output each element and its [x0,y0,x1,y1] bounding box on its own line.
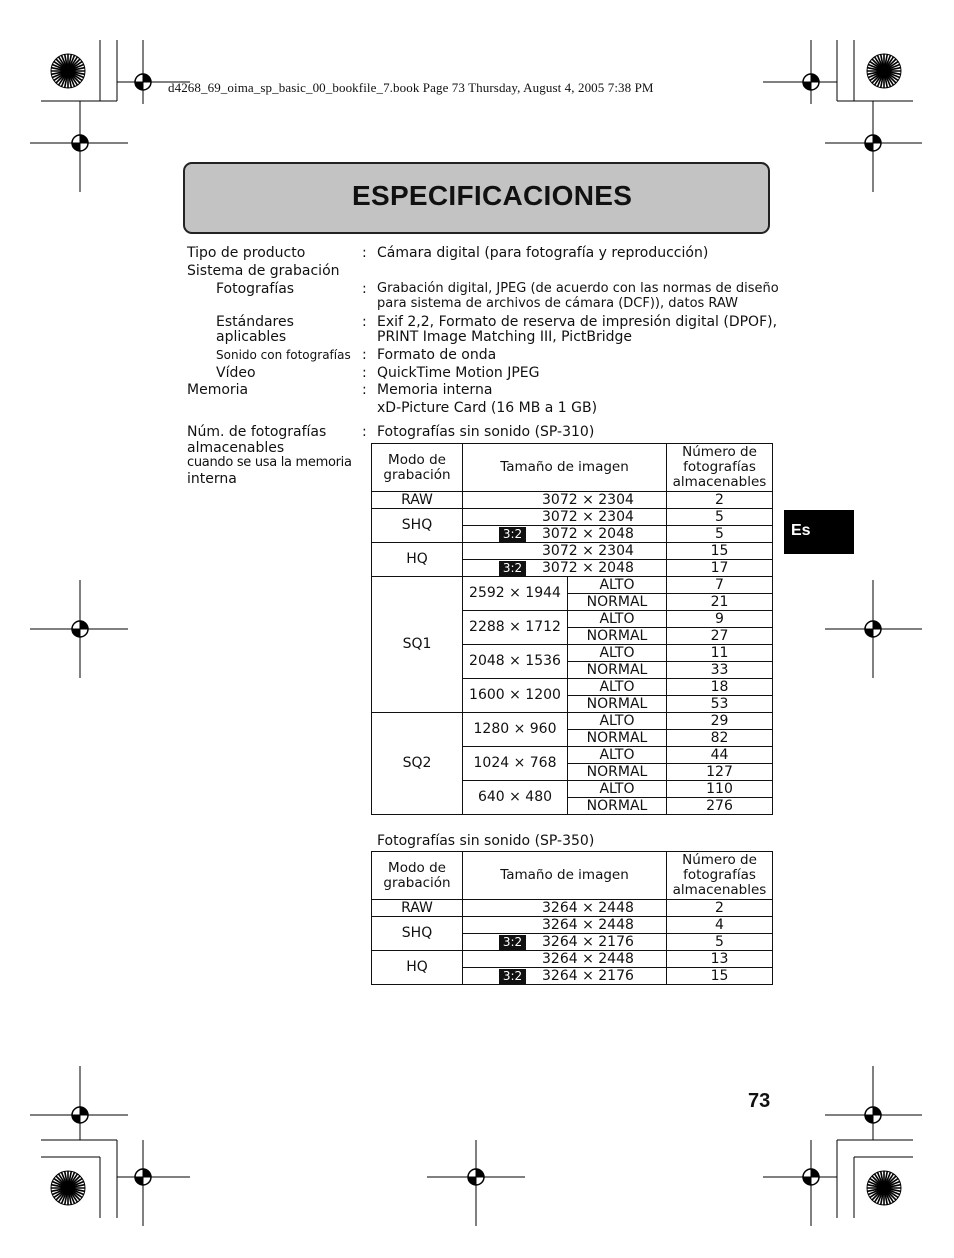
estandares-value-1: Exif 2,2, Formato de reserva de impresión digital (DPOF), [377,314,778,330]
estandares-label-1: Estándares [216,314,294,330]
memoria-value-1: Memoria interna [377,382,493,398]
size-cell: 640 × 480 [463,781,568,815]
title-banner [183,162,770,234]
count-cell: 18 [667,679,773,696]
table-row [372,509,773,526]
mode-cell: SHQ [372,509,463,543]
count-cell: 9 [667,611,773,628]
count-cell: 17 [667,560,773,577]
size-cell: 2592 × 1944 [463,577,568,611]
header-size: Tamaño de imagen [463,852,667,900]
quality-cell: NORMAL [568,628,667,645]
mode-cell: SQ2 [372,713,463,815]
num-label-3: cuando se usa la memoria [187,455,352,470]
size-cell: 1600 × 1200 [463,679,568,713]
count-cell: 33 [667,662,773,679]
count-cell: 2 [667,492,773,509]
num-value: Fotografías sin sonido (SP-310) [377,424,595,440]
sonido-label: Sonido con fotografías [216,348,351,362]
quality-cell: ALTO [568,747,667,764]
count-cell: 53 [667,696,773,713]
size-cell: 3:2 3264 × 2176 [463,934,667,951]
table-row [372,900,773,917]
table2-caption: Fotografías sin sonido (SP-350) [377,833,595,849]
size-cell: 2048 × 1536 [463,645,568,679]
size-cell: 3072 × 2304 [463,509,667,526]
num-label-4: interna [187,471,237,487]
count-cell: 2 [667,900,773,917]
table-row [372,713,773,730]
quality-cell: ALTO [568,781,667,798]
fotografias-value-2: para sistema de archivos de cámara (DCF)), datos RAW [377,296,738,311]
quality-cell: ALTO [568,679,667,696]
print-header-line: d4268_69_oima_sp_basic_00_bookfile_7.book Page 73 Thursday, August 4, 2005 7:38 PM [168,80,654,95]
language-tab-label: Es [791,522,811,539]
ratio-badge: 3:2 [499,935,526,950]
num-label-1: Núm. de fotografías [187,424,327,440]
quality-cell: NORMAL [568,696,667,713]
storage-table-sp350 [371,851,773,985]
tipo-value: Cámara digital (para fotografía y reproducción) [377,245,709,261]
quality-cell: ALTO [568,611,667,628]
table-row [372,492,773,509]
table-row [372,577,773,594]
count-cell: 5 [667,526,773,543]
header-mode: Modo de grabación [372,852,463,900]
table-row [372,543,773,560]
page-number: 73 [748,1090,771,1112]
memoria-label: Memoria [187,382,249,398]
count-cell: 21 [667,594,773,611]
table-row [372,917,773,934]
colon: : [362,382,367,398]
size-cell: 3264 × 2448 [463,917,667,934]
size-cell: 3264 × 2448 [463,900,667,917]
quality-cell: ALTO [568,713,667,730]
mode-cell: HQ [372,543,463,577]
sonido-value: Formato de onda [377,347,497,363]
num-label-2: almacenables [187,440,285,456]
mode-cell: HQ [372,951,463,985]
size-cell: 1280 × 960 [463,713,568,747]
memoria-value-2: xD-Picture Card (16 MB a 1 GB) [377,400,598,416]
count-cell: 29 [667,713,773,730]
colon: : [362,347,367,363]
quality-cell: NORMAL [568,798,667,815]
header-mode: Modo de grabación [372,444,463,492]
size-cell: 2288 × 1712 [463,611,568,645]
colon: : [362,245,367,261]
video-value: QuickTime Motion JPEG [377,365,540,381]
count-cell: 5 [667,509,773,526]
count-cell: 13 [667,951,773,968]
count-cell: 127 [667,764,773,781]
quality-cell: NORMAL [568,594,667,611]
size-cell: 3:2 3072 × 2048 [463,526,667,543]
mode-cell: SQ1 [372,577,463,713]
count-cell: 82 [667,730,773,747]
mode-cell: RAW [372,900,463,917]
size-cell: 1024 × 768 [463,747,568,781]
size-cell: 3072 × 2304 [463,492,667,509]
count-cell: 15 [667,543,773,560]
tipo-label: Tipo de producto [187,245,306,261]
estandares-label-2: aplicables [216,329,287,345]
quality-cell: ALTO [568,645,667,662]
size-cell: 3072 × 2304 [463,543,667,560]
fotografias-value-1: Grabación digital, JPEG (de acuerdo con las normas de diseño [377,281,779,296]
size-cell: 3264 × 2448 [463,951,667,968]
header-count: Número de fotografías almacenables [667,852,773,900]
count-cell: 7 [667,577,773,594]
colon: : [362,314,367,330]
count-cell: 44 [667,747,773,764]
ratio-badge: 3:2 [499,969,526,984]
count-cell: 15 [667,968,773,985]
count-cell: 5 [667,934,773,951]
size-cell: 3:2 3264 × 2176 [463,968,667,985]
count-cell: 27 [667,628,773,645]
quality-cell: NORMAL [568,662,667,679]
estandares-value-2: PRINT Image Matching III, PictBridge [377,329,633,345]
ratio-badge: 3:2 [499,561,526,576]
mode-cell: SHQ [372,917,463,951]
header-count: Número de fotografías almacenables [667,444,773,492]
colon: : [362,365,367,381]
count-cell: 11 [667,645,773,662]
quality-cell: ALTO [568,577,667,594]
table-row [372,951,773,968]
storage-table-sp310 [371,443,773,815]
count-cell: 110 [667,781,773,798]
quality-cell: NORMAL [568,764,667,781]
colon: : [362,281,367,297]
fotografias-label: Fotografías [216,281,295,297]
count-cell: 276 [667,798,773,815]
mode-cell: RAW [372,492,463,509]
size-cell: 3:2 3072 × 2048 [463,560,667,577]
count-cell: 4 [667,917,773,934]
header-size: Tamaño de imagen [463,444,667,492]
quality-cell: NORMAL [568,730,667,747]
video-label: Vídeo [216,365,256,381]
ratio-badge: 3:2 [499,527,526,542]
sistema-label: Sistema de grabación [187,263,340,279]
colon: : [362,424,367,440]
page-title: ESPECIFICACIONES [352,180,633,211]
language-tab [784,510,854,554]
